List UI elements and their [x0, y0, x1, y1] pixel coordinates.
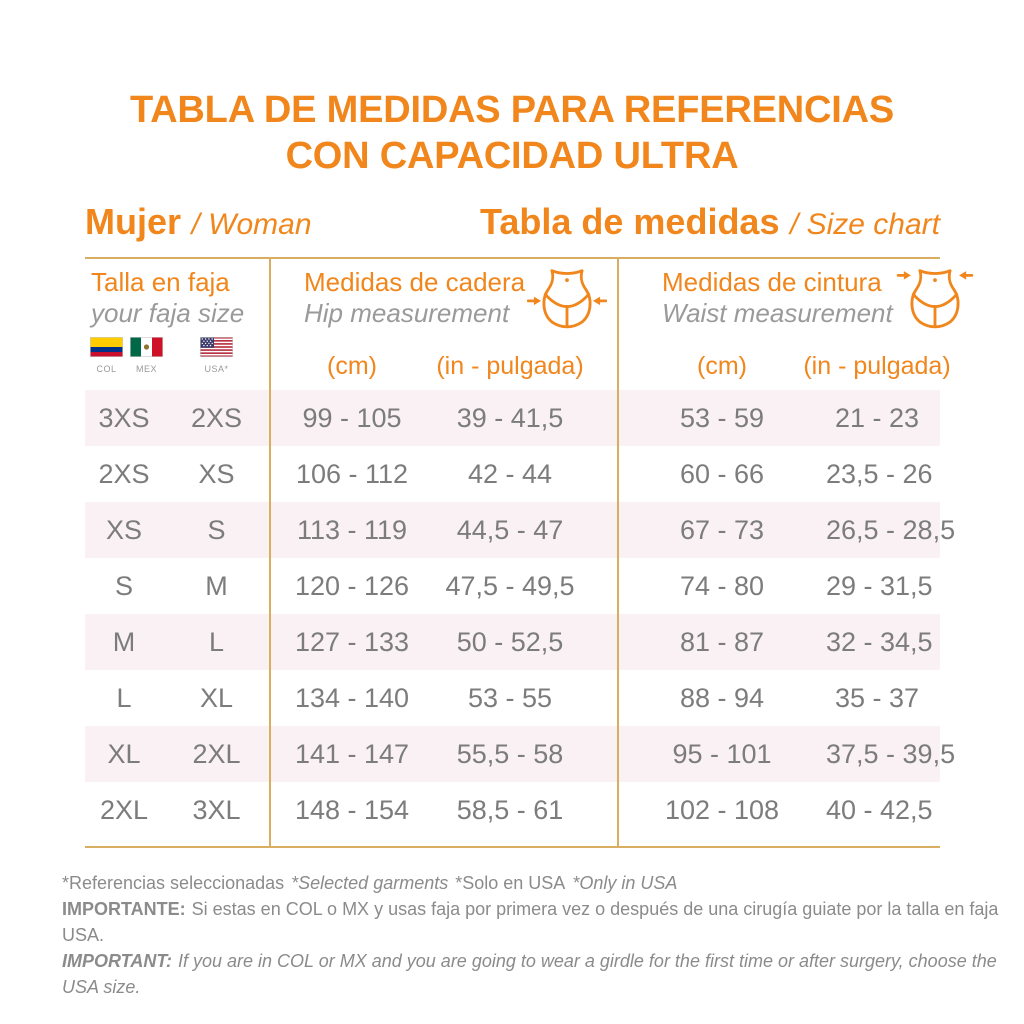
flag-mexico-label: MEX — [135, 364, 157, 375]
cell-waist-cm: 102 - 108 — [664, 794, 780, 825]
size-column-header — [85, 259, 270, 333]
cell-size-usa: M — [205, 570, 228, 601]
cell-hip-in: 58,5 - 61 — [456, 794, 564, 825]
footnote-usa-en: *Only in USA — [572, 873, 678, 894]
table-row — [85, 558, 940, 614]
table-row — [85, 782, 940, 838]
flag-colombia — [90, 337, 123, 374]
column-divider-2 — [617, 259, 619, 846]
cell-waist-cm: 81 - 87 — [679, 626, 765, 657]
hip-unit-cm: (cm) — [327, 352, 377, 381]
cell-waist-cm: 95 - 101 — [672, 738, 772, 769]
footnote-important-es — [62, 896, 1024, 948]
cell-size-col-mx: 2XS — [98, 458, 150, 489]
footnote-important-en-text: If you are in COL or MX and you are going to wear a girdle for the first time or after surgery, choose the USA size. — [62, 951, 997, 998]
footnote-ref-en: *Selected garments — [291, 873, 449, 894]
woman-label-es: Mujer — [85, 201, 182, 243]
footnote-references — [62, 870, 1024, 896]
cell-size-usa: XL — [199, 682, 234, 713]
cell-waist-cm: 53 - 59 — [679, 402, 765, 433]
cell-hip-in: 47,5 - 49,5 — [445, 570, 575, 601]
cell-size-col-mx: XL — [107, 738, 141, 769]
page-title-line1: TABLA DE MEDIDAS PARA REFERENCIAS — [130, 89, 894, 131]
size-title-en: your faja size — [91, 298, 245, 329]
cell-size-usa: 2XL — [192, 738, 241, 769]
cell-hip-cm: 141 - 147 — [294, 738, 410, 769]
flag-colombia-label: COL — [96, 364, 117, 375]
hip-header-text — [304, 267, 525, 333]
table-header — [85, 259, 951, 390]
cell-waist-in: 23,5 - 26 — [826, 458, 933, 489]
hip-title-es: Medidas de cadera — [304, 267, 526, 298]
cell-waist-in: 32 - 34,5 — [826, 626, 933, 657]
section-header-row — [85, 201, 940, 243]
mexico-flag-icon — [130, 337, 163, 357]
cell-hip-cm: 113 - 119 — [296, 514, 408, 545]
cell-hip-in: 42 - 44 — [467, 458, 553, 489]
cell-hip-cm: 106 - 112 — [295, 458, 409, 489]
cell-size-usa: 3XL — [192, 794, 241, 825]
cell-waist-in: 26,5 - 28,5 — [826, 514, 956, 545]
size-title-es: Talla en faja — [91, 267, 230, 298]
flag-mexico — [130, 337, 163, 374]
footnote-important-es-label: IMPORTANTE: — [62, 899, 186, 920]
cell-waist-cm: 67 - 73 — [679, 514, 765, 545]
cell-waist-in: 29 - 31,5 — [826, 570, 933, 601]
size-table — [85, 257, 956, 848]
cell-waist-in: 40 - 42,5 — [826, 794, 933, 825]
page-title-line2: CON CAPACIDAD ULTRA — [285, 134, 739, 177]
hip-title-en: Hip measurement — [304, 298, 510, 329]
cell-hip-cm: 148 - 154 — [294, 794, 410, 825]
cell-size-col-mx: XS — [105, 514, 143, 545]
flag-usa-label: USA* — [204, 364, 229, 375]
cell-hip-cm: 99 - 105 — [302, 402, 402, 433]
cell-hip-cm: 127 - 133 — [294, 626, 410, 657]
waist-measurement-icon — [895, 265, 975, 333]
cell-hip-cm: 134 - 140 — [294, 682, 410, 713]
cell-size-col-mx: S — [114, 570, 133, 601]
table-row — [85, 670, 940, 726]
woman-label-en: / Woman — [191, 208, 312, 242]
hip-measurement-icon — [527, 265, 607, 333]
cell-hip-in: 44,5 - 47 — [456, 514, 564, 545]
footnote-important-en-label: IMPORTANT: — [62, 951, 172, 972]
footnote-ref-es: *Referencias seleccionadas — [62, 873, 285, 894]
cell-size-usa: S — [207, 514, 226, 545]
section-header-size-chart — [480, 201, 940, 243]
waist-unit-cm: (cm) — [697, 352, 747, 381]
cell-waist-in: 35 - 37 — [834, 682, 920, 713]
cell-waist-cm: 88 - 94 — [679, 682, 765, 713]
waist-unit-in: (in - pulgada) — [803, 352, 951, 381]
waist-column-header — [618, 259, 940, 333]
waist-title-es: Medidas de cintura — [662, 267, 882, 298]
usa-flag-icon — [200, 337, 233, 357]
cell-size-usa: XS — [198, 458, 235, 489]
cell-hip-in: 50 - 52,5 — [456, 626, 564, 657]
cell-hip-in: 55,5 - 58 — [456, 738, 564, 769]
footnote-important-es-text: Si estas en COL o MX y usas faja por primera vez o después de una cirugía guiate por la talla en faja USA. — [62, 899, 999, 946]
cell-size-col-mx: 2XL — [99, 794, 149, 825]
footnote-usa-es: *Solo en USA — [455, 873, 566, 894]
hip-unit-in: (in - pulgada) — [436, 352, 584, 381]
table-row — [85, 502, 956, 558]
size-chart-page — [0, 88, 1024, 1024]
cell-size-usa: 2XS — [190, 402, 243, 433]
waist-title-en: Waist measurement — [662, 298, 893, 329]
footnotes — [62, 870, 1024, 1000]
flag-usa — [200, 337, 233, 374]
cell-size-col-mx: L — [116, 682, 132, 713]
table-row — [85, 614, 940, 670]
size-chart-label-en: / Size chart — [789, 208, 940, 242]
size-chart-label-es: Tabla de medidas — [480, 201, 780, 243]
colombia-flag-icon — [90, 337, 123, 357]
section-header-woman — [85, 201, 312, 243]
cell-hip-in: 53 - 55 — [467, 682, 553, 713]
cell-hip-in: 39 - 41,5 — [456, 402, 564, 433]
cell-size-col-mx: M — [112, 626, 136, 657]
table-row — [85, 390, 940, 446]
cell-size-usa: L — [208, 626, 225, 657]
hip-column-header — [270, 259, 618, 333]
table-row — [85, 726, 956, 782]
column-divider-1 — [269, 259, 271, 846]
footnote-important-en — [62, 948, 1024, 1000]
flags-row — [85, 333, 270, 390]
waist-header-text — [662, 267, 893, 333]
cell-waist-cm: 60 - 66 — [679, 458, 765, 489]
page-title — [0, 88, 1024, 179]
cell-hip-cm: 120 - 126 — [294, 570, 410, 601]
table-rows — [85, 390, 956, 838]
table-row — [85, 446, 940, 502]
cell-size-col-mx: 3XS — [98, 402, 150, 433]
cell-waist-cm: 74 - 80 — [679, 570, 765, 601]
cell-waist-in: 21 - 23 — [834, 402, 920, 433]
cell-waist-in: 37,5 - 39,5 — [826, 738, 956, 769]
